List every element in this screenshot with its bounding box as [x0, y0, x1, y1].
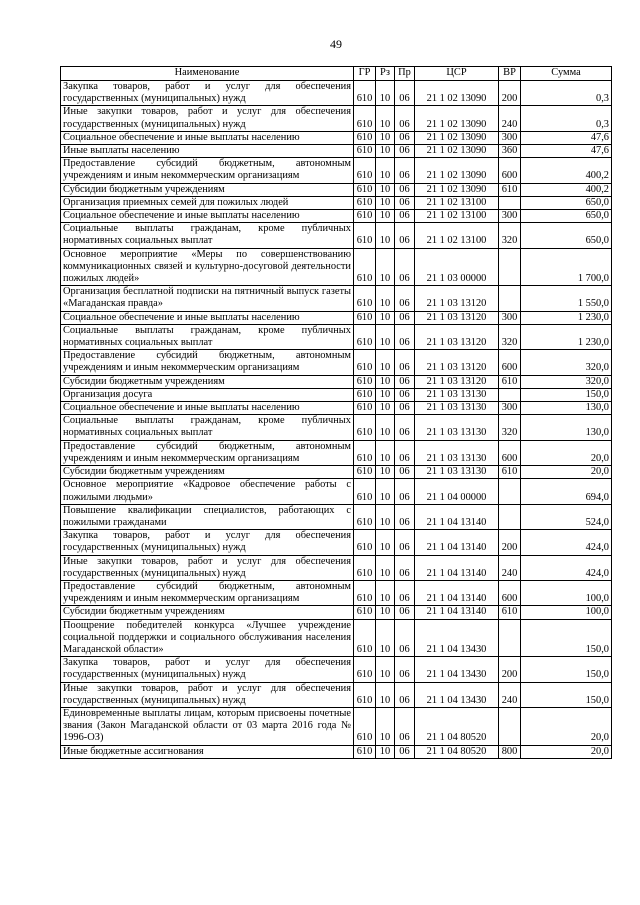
row-csr: 21 1 02 13100	[415, 223, 499, 248]
table-row	[61, 145, 612, 158]
row-name: Организация бесплатной подписки на пятничный выпуск газеты «Магаданская правда»	[61, 286, 354, 311]
row-pr: 06	[395, 183, 415, 196]
row-gr: 610	[354, 440, 376, 465]
row-csr: 21 1 04 13430	[415, 682, 499, 707]
table-row	[61, 350, 612, 375]
row-csr: 21 1 04 13140	[415, 555, 499, 580]
row-vr: 610	[499, 606, 521, 619]
row-rz: 10	[376, 183, 395, 196]
row-name: Основное мероприятие «Кадровое обеспечение работы с пожилыми людьми»	[61, 479, 354, 504]
row-gr: 610	[354, 158, 376, 183]
row-csr: 21 1 04 13430	[415, 619, 499, 657]
table-row	[61, 131, 612, 144]
row-name: Иные закупки товаров, работ и услуг для обеспечения государственных (муниципальных) нужд	[61, 682, 354, 707]
header-csr: ЦСР	[415, 67, 499, 81]
row-pr: 06	[395, 375, 415, 388]
row-csr: 21 1 03 13130	[415, 440, 499, 465]
row-sum: 1 230,0	[521, 324, 612, 349]
row-name: Основное мероприятие «Меры по совершенствованию коммуникационных связей и культурно-досуговой деятельности пожилых людей»	[61, 248, 354, 286]
row-vr	[499, 196, 521, 209]
row-name: Закупка товаров, работ и услуг для обеспечения государственных (муниципальных) нужд	[61, 530, 354, 555]
row-sum: 130,0	[521, 402, 612, 415]
row-sum: 130,0	[521, 415, 612, 440]
row-csr: 21 1 02 13090	[415, 81, 499, 106]
row-vr: 800	[499, 745, 521, 758]
row-name: Единовременные выплаты лицам, которым присвоены почетные звания (Закон Магаданской области от 03 марта 2016 года № 1996-ОЗ)	[61, 707, 354, 745]
row-sum: 320,0	[521, 350, 612, 375]
row-pr: 06	[395, 81, 415, 106]
row-vr: 300	[499, 402, 521, 415]
row-csr: 21 1 02 13090	[415, 145, 499, 158]
row-rz: 10	[376, 606, 395, 619]
row-vr: 240	[499, 555, 521, 580]
row-name: Закупка товаров, работ и услуг для обеспечения государственных (муниципальных) нужд	[61, 81, 354, 106]
row-csr: 21 1 02 13090	[415, 158, 499, 183]
row-gr: 610	[354, 504, 376, 529]
row-rz: 10	[376, 311, 395, 324]
table-row	[61, 580, 612, 605]
row-rz: 10	[376, 350, 395, 375]
row-sum: 150,0	[521, 388, 612, 401]
row-csr: 21 1 03 13120	[415, 350, 499, 375]
table-row	[61, 440, 612, 465]
row-gr: 610	[354, 707, 376, 745]
table-row	[61, 619, 612, 657]
row-pr: 06	[395, 555, 415, 580]
header-name: Наименование	[61, 67, 354, 81]
row-pr: 06	[395, 415, 415, 440]
row-gr: 610	[354, 324, 376, 349]
row-gr: 610	[354, 479, 376, 504]
row-rz: 10	[376, 248, 395, 286]
row-csr: 21 1 04 13140	[415, 530, 499, 555]
row-vr: 610	[499, 375, 521, 388]
row-gr: 610	[354, 388, 376, 401]
row-csr: 21 1 03 13120	[415, 375, 499, 388]
table-row	[61, 682, 612, 707]
row-rz: 10	[376, 286, 395, 311]
row-rz: 10	[376, 745, 395, 758]
row-gr: 610	[354, 530, 376, 555]
row-rz: 10	[376, 158, 395, 183]
row-rz: 10	[376, 440, 395, 465]
row-csr: 21 1 03 13120	[415, 286, 499, 311]
row-sum: 400,2	[521, 183, 612, 196]
row-name: Предоставление субсидий бюджетным, автономным учреждениям и иным некоммерческим организациям	[61, 158, 354, 183]
table-row	[61, 479, 612, 504]
table-header-row	[61, 67, 612, 81]
row-gr: 610	[354, 415, 376, 440]
row-csr: 21 1 03 13120	[415, 324, 499, 349]
row-gr: 610	[354, 145, 376, 158]
row-sum: 20,0	[521, 440, 612, 465]
row-pr: 06	[395, 619, 415, 657]
row-vr: 600	[499, 158, 521, 183]
row-csr: 21 1 03 13130	[415, 415, 499, 440]
page-number: 49	[330, 37, 342, 51]
row-gr: 610	[354, 466, 376, 479]
row-name: Социальное обеспечение и иные выплаты населению	[61, 402, 354, 415]
row-name: Социальные выплаты гражданам, кроме публичных нормативных социальных выплат	[61, 415, 354, 440]
row-csr: 21 1 04 13140	[415, 580, 499, 605]
row-vr	[499, 707, 521, 745]
row-gr: 610	[354, 183, 376, 196]
header-vr: ВР	[499, 67, 521, 81]
row-rz: 10	[376, 580, 395, 605]
row-sum: 150,0	[521, 619, 612, 657]
row-csr: 21 1 04 80520	[415, 745, 499, 758]
row-csr: 21 1 02 13100	[415, 196, 499, 209]
row-pr: 06	[395, 223, 415, 248]
row-rz: 10	[376, 707, 395, 745]
row-vr: 300	[499, 311, 521, 324]
row-pr: 06	[395, 402, 415, 415]
row-rz: 10	[376, 402, 395, 415]
table-row	[61, 504, 612, 529]
table-row	[61, 324, 612, 349]
row-gr: 610	[354, 81, 376, 106]
table-row	[61, 657, 612, 682]
row-sum: 1 550,0	[521, 286, 612, 311]
row-pr: 06	[395, 196, 415, 209]
row-pr: 06	[395, 504, 415, 529]
row-pr: 06	[395, 210, 415, 223]
row-gr: 610	[354, 745, 376, 758]
row-rz: 10	[376, 415, 395, 440]
row-sum: 1 700,0	[521, 248, 612, 286]
row-vr	[499, 479, 521, 504]
row-gr: 610	[354, 682, 376, 707]
row-name: Поощрение победителей конкурса «Лучшее учреждение социальной поддержки и социального обслуживания населения Магаданской области»	[61, 619, 354, 657]
row-gr: 610	[354, 248, 376, 286]
table-row	[61, 81, 612, 106]
row-gr: 610	[354, 196, 376, 209]
row-sum: 650,0	[521, 210, 612, 223]
row-sum: 47,6	[521, 145, 612, 158]
row-name: Повышение квалификации специалистов, работающих с пожилыми гражданами	[61, 504, 354, 529]
row-vr: 320	[499, 223, 521, 248]
row-csr: 21 1 02 13090	[415, 131, 499, 144]
table-row	[61, 210, 612, 223]
row-csr: 21 1 04 80520	[415, 707, 499, 745]
header-rz: Рз	[376, 67, 395, 81]
row-gr: 610	[354, 223, 376, 248]
row-rz: 10	[376, 466, 395, 479]
row-vr	[499, 286, 521, 311]
row-gr: 610	[354, 286, 376, 311]
table-row	[61, 311, 612, 324]
row-pr: 06	[395, 657, 415, 682]
row-csr: 21 1 04 13140	[415, 606, 499, 619]
row-vr	[499, 619, 521, 657]
row-pr: 06	[395, 606, 415, 619]
row-pr: 06	[395, 286, 415, 311]
budget-table	[60, 66, 612, 759]
row-rz: 10	[376, 555, 395, 580]
row-gr: 610	[354, 350, 376, 375]
row-rz: 10	[376, 530, 395, 555]
row-pr: 06	[395, 745, 415, 758]
row-csr: 21 1 02 13090	[415, 106, 499, 131]
row-rz: 10	[376, 682, 395, 707]
table-row	[61, 402, 612, 415]
row-sum: 320,0	[521, 375, 612, 388]
row-pr: 06	[395, 440, 415, 465]
row-sum: 0,3	[521, 106, 612, 131]
row-name: Организация приемных семей для пожилых людей	[61, 196, 354, 209]
row-vr	[499, 388, 521, 401]
row-gr: 610	[354, 657, 376, 682]
row-name: Субсидии бюджетным учреждениям	[61, 606, 354, 619]
row-csr: 21 1 04 13140	[415, 504, 499, 529]
row-rz: 10	[376, 106, 395, 131]
row-name: Иные бюджетные ассигнования	[61, 745, 354, 758]
row-vr: 610	[499, 183, 521, 196]
row-sum: 694,0	[521, 479, 612, 504]
row-name: Субсидии бюджетным учреждениям	[61, 375, 354, 388]
row-gr: 610	[354, 402, 376, 415]
row-pr: 06	[395, 530, 415, 555]
row-rz: 10	[376, 223, 395, 248]
row-rz: 10	[376, 131, 395, 144]
row-gr: 610	[354, 619, 376, 657]
row-gr: 610	[354, 311, 376, 324]
row-sum: 150,0	[521, 657, 612, 682]
row-pr: 06	[395, 580, 415, 605]
row-csr: 21 1 03 13120	[415, 311, 499, 324]
row-sum: 20,0	[521, 707, 612, 745]
row-csr: 21 1 03 00000	[415, 248, 499, 286]
row-csr: 21 1 02 13090	[415, 183, 499, 196]
row-rz: 10	[376, 375, 395, 388]
row-pr: 06	[395, 131, 415, 144]
row-pr: 06	[395, 388, 415, 401]
row-pr: 06	[395, 466, 415, 479]
header-sum: Сумма	[521, 67, 612, 81]
table-row	[61, 223, 612, 248]
row-gr: 610	[354, 606, 376, 619]
row-csr: 21 1 04 13430	[415, 657, 499, 682]
table-row	[61, 466, 612, 479]
row-vr: 320	[499, 415, 521, 440]
table-body	[61, 81, 612, 759]
table-row	[61, 707, 612, 745]
table-row	[61, 375, 612, 388]
row-rz: 10	[376, 388, 395, 401]
row-gr: 610	[354, 131, 376, 144]
row-csr: 21 1 03 13130	[415, 466, 499, 479]
row-csr: 21 1 04 00000	[415, 479, 499, 504]
row-rz: 10	[376, 504, 395, 529]
row-vr: 240	[499, 106, 521, 131]
row-vr: 610	[499, 466, 521, 479]
row-vr	[499, 504, 521, 529]
row-vr: 200	[499, 81, 521, 106]
row-gr: 610	[354, 555, 376, 580]
row-pr: 06	[395, 707, 415, 745]
row-pr: 06	[395, 311, 415, 324]
row-name: Иные закупки товаров, работ и услуг для обеспечения государственных (муниципальных) нужд	[61, 106, 354, 131]
table-row	[61, 183, 612, 196]
row-vr: 300	[499, 131, 521, 144]
table-row	[61, 106, 612, 131]
row-sum: 150,0	[521, 682, 612, 707]
row-sum: 47,6	[521, 131, 612, 144]
row-name: Организация досуга	[61, 388, 354, 401]
row-gr: 610	[354, 580, 376, 605]
row-gr: 610	[354, 210, 376, 223]
row-sum: 1 230,0	[521, 311, 612, 324]
row-name: Предоставление субсидий бюджетным, автономным учреждениям и иным некоммерческим организациям	[61, 580, 354, 605]
row-vr: 300	[499, 210, 521, 223]
row-sum: 20,0	[521, 745, 612, 758]
row-name: Социальные выплаты гражданам, кроме публичных нормативных социальных выплат	[61, 324, 354, 349]
table-row	[61, 158, 612, 183]
row-vr: 600	[499, 580, 521, 605]
row-pr: 06	[395, 248, 415, 286]
row-pr: 06	[395, 145, 415, 158]
row-csr: 21 1 02 13100	[415, 210, 499, 223]
row-name: Иные закупки товаров, работ и услуг для обеспечения государственных (муниципальных) нужд	[61, 555, 354, 580]
table-row	[61, 745, 612, 758]
row-name: Закупка товаров, работ и услуг для обеспечения государственных (муниципальных) нужд	[61, 657, 354, 682]
row-vr: 200	[499, 530, 521, 555]
row-rz: 10	[376, 657, 395, 682]
row-vr: 200	[499, 657, 521, 682]
row-pr: 06	[395, 479, 415, 504]
row-vr	[499, 248, 521, 286]
row-rz: 10	[376, 145, 395, 158]
row-sum: 100,0	[521, 606, 612, 619]
row-rz: 10	[376, 619, 395, 657]
row-sum: 650,0	[521, 196, 612, 209]
row-sum: 424,0	[521, 530, 612, 555]
row-csr: 21 1 03 13130	[415, 388, 499, 401]
row-rz: 10	[376, 324, 395, 349]
row-sum: 0,3	[521, 81, 612, 106]
row-gr: 610	[354, 106, 376, 131]
table-row	[61, 606, 612, 619]
row-vr: 320	[499, 324, 521, 349]
row-name: Предоставление субсидий бюджетным, автономным учреждениям и иным некоммерческим организациям	[61, 440, 354, 465]
row-name: Предоставление субсидий бюджетным, автономным учреждениям и иным некоммерческим организациям	[61, 350, 354, 375]
row-pr: 06	[395, 350, 415, 375]
row-name: Субсидии бюджетным учреждениям	[61, 466, 354, 479]
row-vr: 360	[499, 145, 521, 158]
table-row	[61, 555, 612, 580]
table-row	[61, 388, 612, 401]
row-gr: 610	[354, 375, 376, 388]
row-pr: 06	[395, 158, 415, 183]
row-name: Субсидии бюджетным учреждениям	[61, 183, 354, 196]
row-csr: 21 1 03 13130	[415, 402, 499, 415]
row-pr: 06	[395, 324, 415, 349]
row-rz: 10	[376, 196, 395, 209]
row-rz: 10	[376, 81, 395, 106]
row-name: Социальное обеспечение и иные выплаты населению	[61, 131, 354, 144]
row-vr: 240	[499, 682, 521, 707]
row-rz: 10	[376, 479, 395, 504]
row-name: Социальные выплаты гражданам, кроме публичных нормативных социальных выплат	[61, 223, 354, 248]
table-row	[61, 530, 612, 555]
row-sum: 524,0	[521, 504, 612, 529]
table-row	[61, 415, 612, 440]
row-vr: 600	[499, 440, 521, 465]
header-pr: Пр	[395, 67, 415, 81]
row-pr: 06	[395, 106, 415, 131]
row-sum: 100,0	[521, 580, 612, 605]
header-gr: ГР	[354, 67, 376, 81]
table-row	[61, 196, 612, 209]
table-row	[61, 248, 612, 286]
row-sum: 20,0	[521, 466, 612, 479]
row-name: Социальное обеспечение и иные выплаты населению	[61, 311, 354, 324]
row-name: Социальное обеспечение и иные выплаты населению	[61, 210, 354, 223]
row-sum: 424,0	[521, 555, 612, 580]
row-sum: 650,0	[521, 223, 612, 248]
row-sum: 400,2	[521, 158, 612, 183]
row-name: Иные выплаты населению	[61, 145, 354, 158]
row-vr: 600	[499, 350, 521, 375]
row-pr: 06	[395, 682, 415, 707]
row-rz: 10	[376, 210, 395, 223]
table-row	[61, 286, 612, 311]
